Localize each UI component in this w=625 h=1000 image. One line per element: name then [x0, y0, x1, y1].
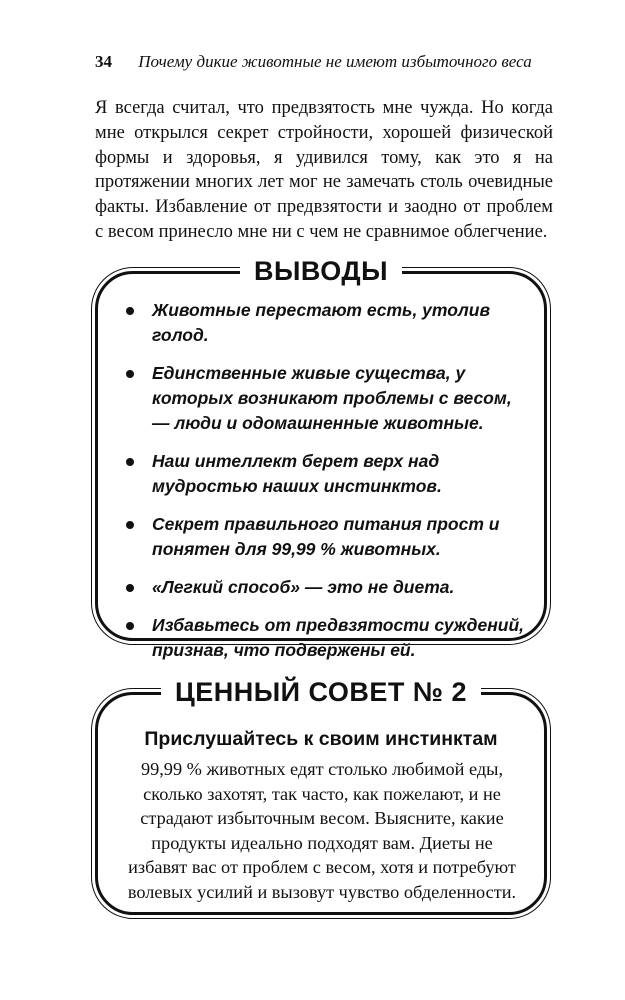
conclusions-box [95, 256, 547, 660]
list-item [122, 298, 526, 348]
list-item [122, 361, 526, 436]
bullet-icon [126, 307, 134, 315]
bullet-icon [126, 458, 134, 466]
list-item-text: Животные перестают есть, утолив голод. [152, 300, 491, 345]
conclusions-title: ВЫВОДЫ [240, 254, 402, 288]
list-item [122, 512, 526, 562]
list-item-text: Единственные живые существа, у которых возникают проблемы с весом, — люди и одомашненные животные. [152, 363, 512, 433]
page-header [95, 52, 565, 72]
bullet-icon [126, 584, 134, 592]
list-item [122, 575, 526, 600]
list-item [122, 449, 526, 499]
tip-box [95, 677, 547, 915]
bullet-icon [126, 370, 134, 378]
list-item [122, 613, 526, 663]
page-number: 34 [95, 52, 112, 71]
bullet-icon [126, 521, 134, 529]
conclusions-list [122, 298, 526, 676]
running-title: Почему дикие животные не имеют избыточного веса [138, 52, 532, 71]
tip-title: ЦЕННЫЙ СОВЕТ № 2 [161, 675, 481, 709]
intro-paragraph: Я всегда считал, что предвзятость мне чужда. Но когда мне открылся секрет стройности, хорошей физической формы и здоровья, я удивился тому, как это я на протяжении многих лет мог не замечать столь очевидные факты. Избавление от предвзятости и заодно от проблем с весом принесло мне ни с чем не сравнимое облегчение. [95, 98, 553, 242]
list-item-text: «Легкий способ» — это не диета. [152, 577, 455, 597]
list-item-text: Секрет правильного питания прост и понятен для 99,99 % животных. [152, 514, 500, 559]
list-item-text: Избавьтесь от предвзятости суждений, признав, что подвержены ей. [152, 615, 525, 660]
list-item-text: Наш интеллект берет верх над мудростью наших инстинктов. [152, 451, 442, 496]
tip-heading: Прислушайтесь к своим инстинктам [144, 728, 498, 750]
tip-text: 99,99 % животных едят столько любимой еды, сколько захотят, так часто, как пожелают, и не страдают избыточным весом. Выясните, какие продукты идеально подходят вам. Диеты не избавят вас от проблем с весом, хотя и потребуют волевых усилий и вызовут чувство обделенности. [127, 759, 517, 902]
bullet-icon [126, 622, 134, 630]
